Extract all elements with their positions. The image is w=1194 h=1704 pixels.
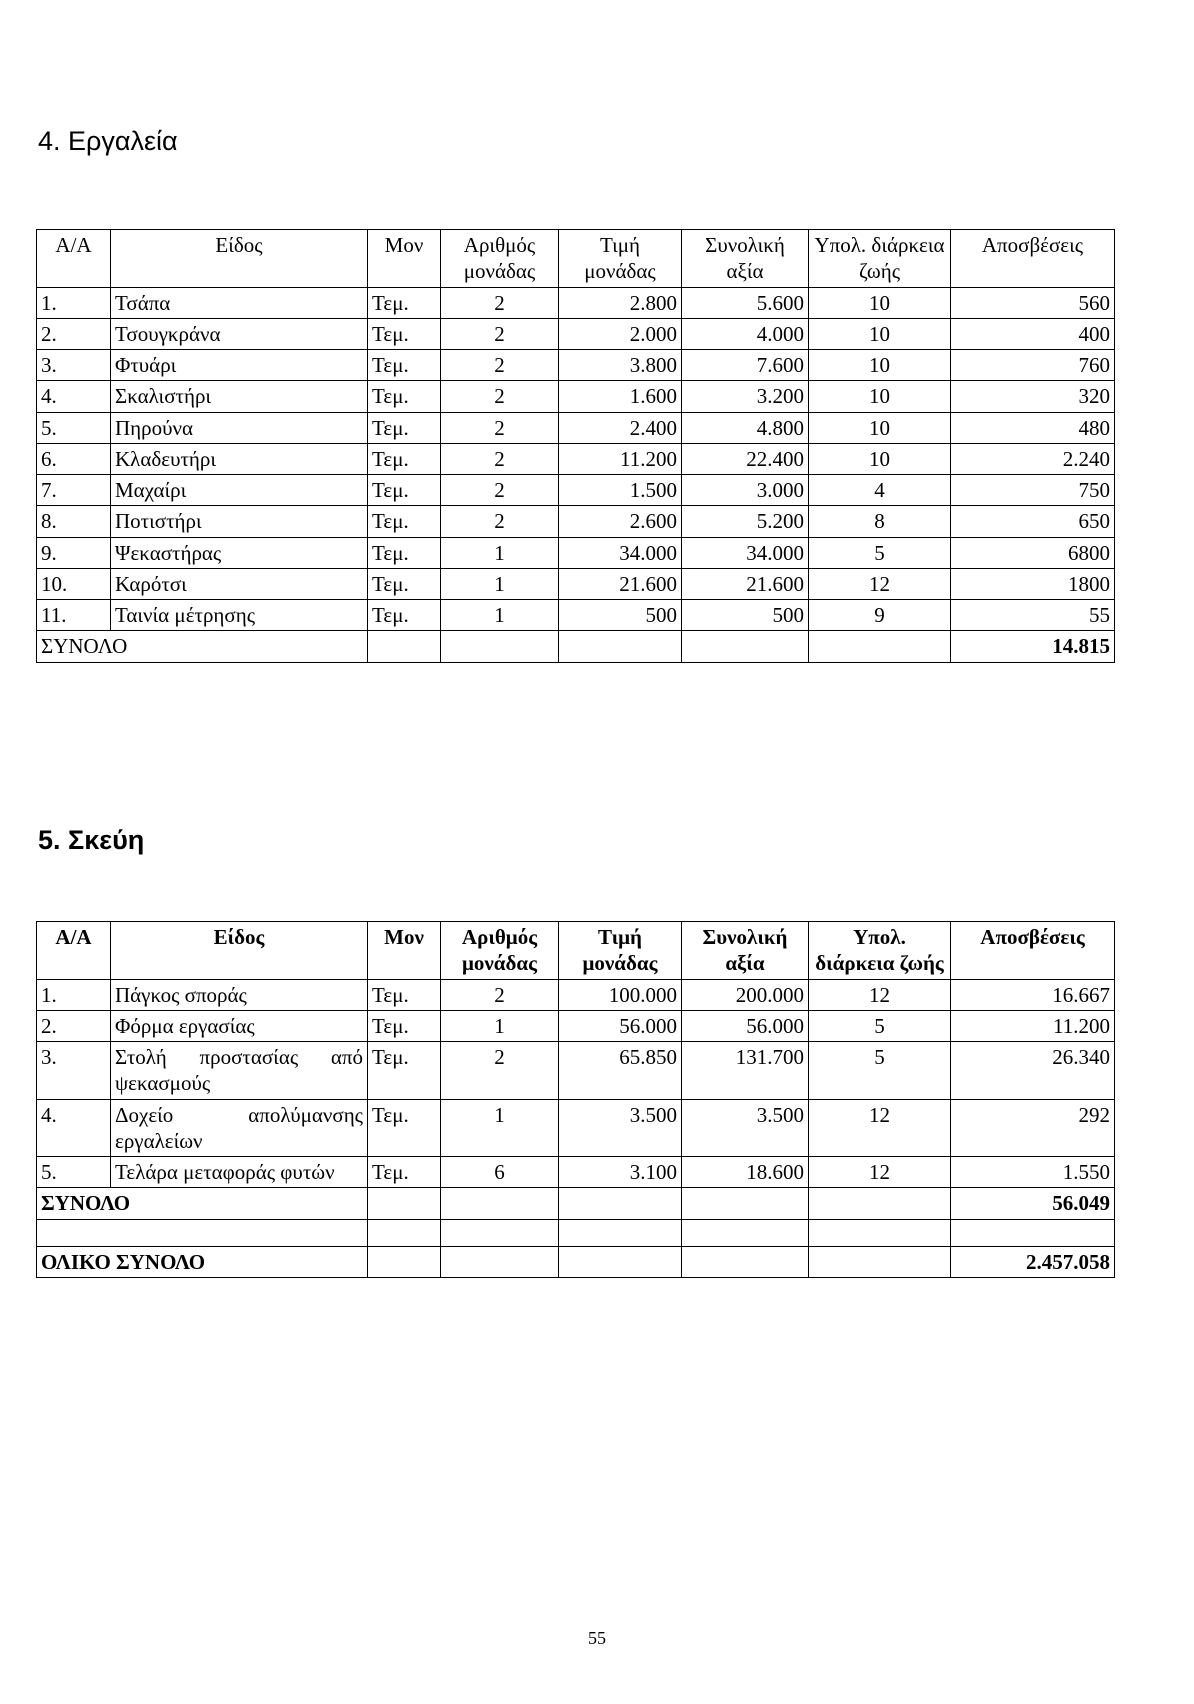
table-cell: 5.200: [682, 506, 809, 537]
table-cell: Τεμ.: [368, 381, 441, 412]
table-cell: 7.600: [682, 350, 809, 381]
table-cell: Στολή προστασίας από ψεκασμούς: [111, 1042, 368, 1100]
table-cell: 55: [951, 600, 1115, 631]
table-row: [37, 506, 1115, 537]
table-row: [37, 318, 1115, 349]
table-cell: 10: [809, 318, 951, 349]
table-cell: 3.: [37, 350, 111, 381]
column-header: Συνολική αξία: [682, 922, 809, 980]
table-cell: Κλαδευτήρι: [111, 443, 368, 474]
table-cell: 1: [441, 1010, 559, 1041]
table-cell: 7.: [37, 475, 111, 506]
column-header: Τιμή μονάδας: [559, 230, 682, 288]
table-header-row: [37, 922, 1115, 980]
table-cell: 650: [951, 506, 1115, 537]
table-cell: 2.000: [559, 318, 682, 349]
table-cell: 12: [809, 979, 951, 1010]
table-cell: 100.000: [559, 979, 682, 1010]
column-header: Μον: [368, 230, 441, 288]
table-cell: 56.000: [559, 1010, 682, 1041]
column-header: Υπολ. διάρκεια ζωής: [809, 230, 951, 288]
table-cell: Πηρούνα: [111, 412, 368, 443]
table-cell: 1.600: [559, 381, 682, 412]
table-cell: Μαχαίρι: [111, 475, 368, 506]
column-header: Είδος: [111, 922, 368, 980]
table-cell: 8.: [37, 506, 111, 537]
table-cell: 10.: [37, 568, 111, 599]
table-cell: 2.: [37, 1010, 111, 1041]
section-heading-utensils: 5. Σκεύη: [38, 825, 145, 855]
table-cell: 9.: [37, 537, 111, 568]
table-cell: 2.240: [951, 443, 1115, 474]
column-header: Συνολική αξία: [682, 230, 809, 288]
table-cell: Τσάπα: [111, 287, 368, 318]
column-header: Είδος: [111, 230, 368, 288]
table-cell: 2: [441, 350, 559, 381]
table-cell: 3.500: [682, 1099, 809, 1157]
table-cell: 292: [951, 1099, 1115, 1157]
column-header: Α/Α: [37, 230, 111, 288]
total-row: [37, 1188, 1115, 1219]
table-cell: Τεμ.: [368, 287, 441, 318]
table-row: [37, 979, 1115, 1010]
table-cell: 200.000: [682, 979, 809, 1010]
table-cell: 16.667: [951, 979, 1115, 1010]
table-row: [37, 287, 1115, 318]
table-cell: 1.550: [951, 1157, 1115, 1188]
table-cell: 2: [441, 287, 559, 318]
table-cell: 65.850: [559, 1042, 682, 1100]
table-row: [37, 350, 1115, 381]
table-cell: 3.: [37, 1042, 111, 1100]
table-cell: 3.500: [559, 1099, 682, 1157]
table-cell: Ψεκαστήρας: [111, 537, 368, 568]
table-cell: 10: [809, 381, 951, 412]
table-cell: 2: [441, 475, 559, 506]
table-cell: Τεμ.: [368, 412, 441, 443]
table-cell: 2: [441, 1042, 559, 1100]
table-cell: 11.200: [559, 443, 682, 474]
table-cell: 12: [809, 1099, 951, 1157]
table-cell: 400: [951, 318, 1115, 349]
table-cell: 10: [809, 350, 951, 381]
table-cell: 560: [951, 287, 1115, 318]
column-header: Α/Α: [37, 922, 111, 980]
table-cell: Φτυάρι: [111, 350, 368, 381]
table-cell: 2: [441, 381, 559, 412]
table-row: [37, 475, 1115, 506]
table-cell: 34.000: [682, 537, 809, 568]
table-cell: 4.: [37, 381, 111, 412]
column-header: Μον: [368, 922, 441, 980]
table-cell: 4.800: [682, 412, 809, 443]
table-cell: 500: [682, 600, 809, 631]
table-cell: Τεμ.: [368, 1157, 441, 1188]
table-cell: 6: [441, 1157, 559, 1188]
table-row: [37, 1010, 1115, 1041]
total-value: 14.815: [951, 631, 1115, 662]
table-cell: 1: [441, 537, 559, 568]
table-cell: Τεμ.: [368, 506, 441, 537]
table-cell: Τεμ.: [368, 537, 441, 568]
table-cell: 2.400: [559, 412, 682, 443]
table-cell: 10: [809, 412, 951, 443]
table-cell: 750: [951, 475, 1115, 506]
table-cell: Ταινία μέτρησης: [111, 600, 368, 631]
table-row: [37, 537, 1115, 568]
table-row: [37, 412, 1115, 443]
table-cell: 1: [441, 1099, 559, 1157]
table-cell: Τεμ.: [368, 475, 441, 506]
grand-total-value: 2.457.058: [951, 1246, 1115, 1277]
table-cell: 1800: [951, 568, 1115, 599]
table-cell: 131.700: [682, 1042, 809, 1100]
table-cell: 11.: [37, 600, 111, 631]
table-cell: 2: [441, 506, 559, 537]
total-value: 56.049: [951, 1188, 1115, 1219]
section-heading-tools: 4. Εργαλεία: [38, 126, 178, 156]
total-label: ΣΥΝΟΛΟ: [37, 1188, 368, 1219]
table-cell: 5: [809, 1010, 951, 1041]
table-cell: 2: [441, 979, 559, 1010]
table-cell: 9: [809, 600, 951, 631]
table-cell: 18.600: [682, 1157, 809, 1188]
table-cell: 500: [559, 600, 682, 631]
table-cell: Φόρμα εργασίας: [111, 1010, 368, 1041]
table-cell: 1.: [37, 287, 111, 318]
table-cell: Τεμ.: [368, 443, 441, 474]
table-cell: Τεμ.: [368, 568, 441, 599]
table-cell: Τεμ.: [368, 1010, 441, 1041]
table-cell: 2.: [37, 318, 111, 349]
table-row: [37, 1157, 1115, 1188]
table-cell: 34.000: [559, 537, 682, 568]
table-cell: Τελάρα μεταφοράς φυτών: [111, 1157, 368, 1188]
total-row: [37, 631, 1115, 662]
table-cell: 5.600: [682, 287, 809, 318]
table-cell: Τεμ.: [368, 350, 441, 381]
column-header: Αριθμός μονάδας: [441, 922, 559, 980]
table-cell: 4.000: [682, 318, 809, 349]
table-cell: 2: [441, 443, 559, 474]
table-cell: 10: [809, 287, 951, 318]
table-cell: 5.: [37, 1157, 111, 1188]
table-cell: Τεμ.: [368, 1099, 441, 1157]
table-cell: 3.200: [682, 381, 809, 412]
table-row: [37, 568, 1115, 599]
table-cell: Τεμ.: [368, 979, 441, 1010]
table-cell: 760: [951, 350, 1115, 381]
table-cell: Τεμ.: [368, 318, 441, 349]
table-cell: Σκαλιστήρι: [111, 381, 368, 412]
table-cell: Τεμ.: [368, 600, 441, 631]
column-header: Τιμή μονάδας: [559, 922, 682, 980]
table-row: [37, 600, 1115, 631]
table-row: [37, 443, 1115, 474]
grand-total-row: [37, 1246, 1115, 1277]
column-header: Αριθμός μονάδας: [441, 230, 559, 288]
table-cell: Πάγκος σποράς: [111, 979, 368, 1010]
grand-total-label: ΟΛΙΚΟ ΣΥΝΟΛΟ: [37, 1246, 368, 1277]
table-cell: 26.340: [951, 1042, 1115, 1100]
table-cell: 21.600: [682, 568, 809, 599]
table-row: [37, 381, 1115, 412]
column-header: Αποσβέσεις: [951, 230, 1115, 288]
table-cell: 4.: [37, 1099, 111, 1157]
table-cell: 1.500: [559, 475, 682, 506]
table-cell: 2.600: [559, 506, 682, 537]
utensils-table: [36, 921, 1115, 1278]
table-cell: 56.000: [682, 1010, 809, 1041]
table-cell: 8: [809, 506, 951, 537]
table-cell: Τσουγκράνα: [111, 318, 368, 349]
table-header-row: [37, 230, 1115, 288]
table-cell: 1: [441, 600, 559, 631]
table-cell: 12: [809, 568, 951, 599]
table-cell: 4: [809, 475, 951, 506]
table-cell: 22.400: [682, 443, 809, 474]
table-cell: 3.000: [682, 475, 809, 506]
table-cell: 3.800: [559, 350, 682, 381]
table-cell: 5: [809, 1042, 951, 1100]
table-cell: 2: [441, 412, 559, 443]
table-cell: 11.200: [951, 1010, 1115, 1041]
table-cell: 2: [441, 318, 559, 349]
table-cell: Καρότσι: [111, 568, 368, 599]
table-row: [37, 1042, 1115, 1100]
spacer-row: [37, 1219, 1115, 1246]
table-cell: 3.100: [559, 1157, 682, 1188]
table-cell: 5: [809, 537, 951, 568]
table-cell: 6800: [951, 537, 1115, 568]
page-number: 55: [588, 1628, 606, 1648]
table-cell: Τεμ.: [368, 1042, 441, 1100]
table-cell: 2.800: [559, 287, 682, 318]
table-cell: 480: [951, 412, 1115, 443]
table-cell: 5.: [37, 412, 111, 443]
table-cell: 1: [441, 568, 559, 599]
table-cell: 10: [809, 443, 951, 474]
table-cell: Ποτιστήρι: [111, 506, 368, 537]
table-cell: 320: [951, 381, 1115, 412]
table-cell: Δοχείο απολύμανσης εργαλείων: [111, 1099, 368, 1157]
column-header: Αποσβέσεις: [951, 922, 1115, 980]
table-cell: 1.: [37, 979, 111, 1010]
total-label: ΣΥΝΟΛΟ: [37, 631, 368, 662]
table-cell: 12: [809, 1157, 951, 1188]
tools-table: [36, 229, 1115, 663]
column-header: Υπολ. διάρκεια ζωής: [809, 922, 951, 980]
table-cell: 6.: [37, 443, 111, 474]
table-row: [37, 1099, 1115, 1157]
table-cell: 21.600: [559, 568, 682, 599]
